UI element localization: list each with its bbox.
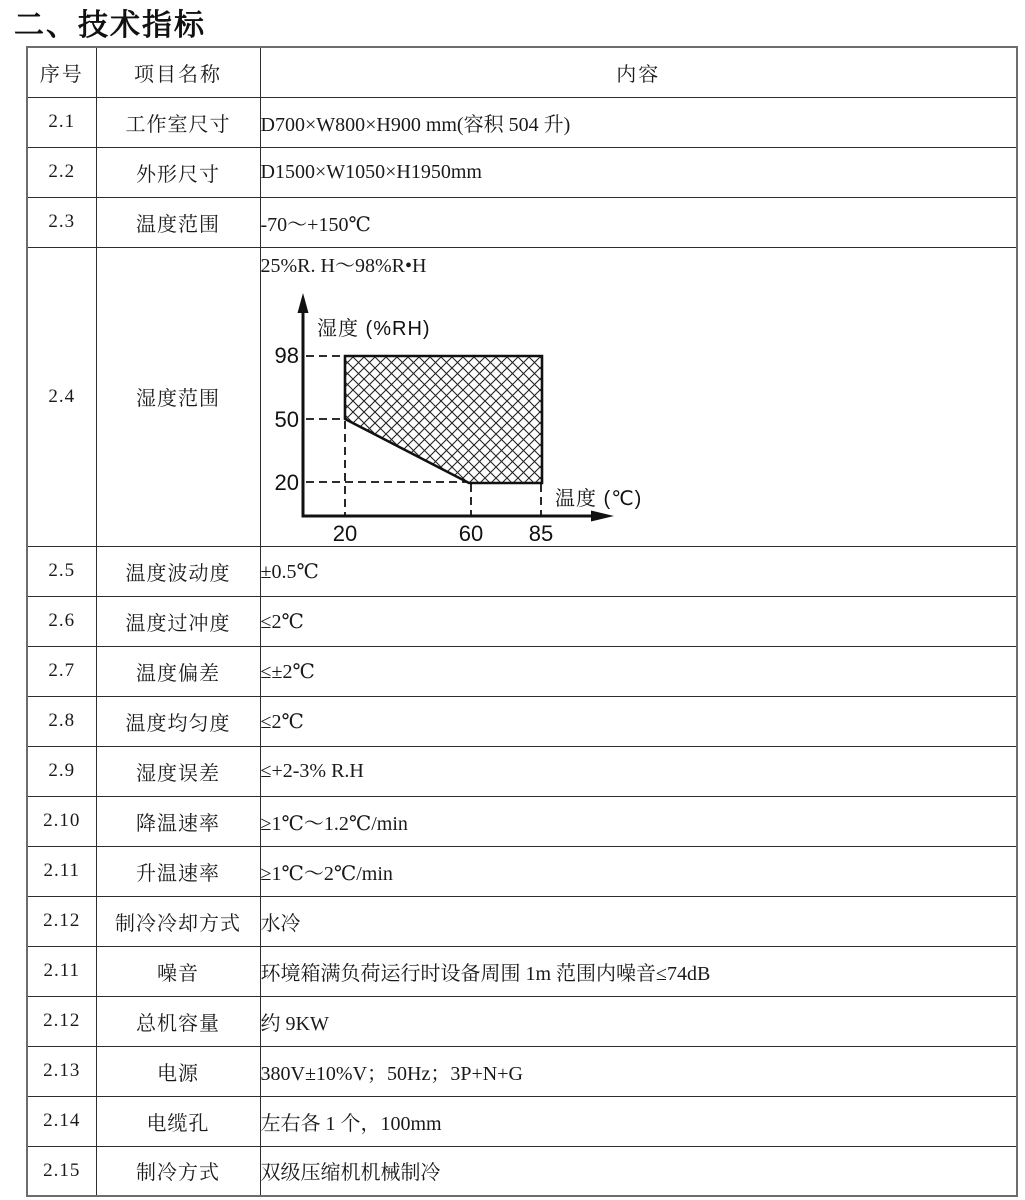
row-content-cell xyxy=(260,1146,1017,1196)
row-item-name-cell: 湿度范围 xyxy=(96,247,260,546)
x-tick-85: 85 xyxy=(528,520,553,546)
row-item-name-cell: 制冷冷却方式 xyxy=(96,896,260,946)
row-content-text: ±0.5℃ xyxy=(260,560,319,583)
row-content-text: -70～+150℃ xyxy=(260,213,371,236)
row-item-name-cell: 温度波动度 xyxy=(96,546,260,596)
row-content-text: 左右各 1 个，100mm xyxy=(260,1112,442,1135)
row-content-cell xyxy=(260,996,1017,1046)
row-number-cell: 2.7 xyxy=(27,646,96,696)
row-number-cell: 2.6 xyxy=(27,596,96,646)
row-content-text: 水冷 xyxy=(260,912,301,935)
row-content-text: ≥1℃～1.2℃/min xyxy=(260,812,408,835)
table-row xyxy=(27,896,1017,946)
row-item-name-cell: 总机容量 xyxy=(96,996,260,1046)
y-tick-20: 20 xyxy=(274,469,299,495)
row-item-name-cell: 温度范围 xyxy=(96,197,260,247)
row-number-cell: 2.13 xyxy=(27,1046,96,1096)
row-item-name-cell: 电缆孔 xyxy=(96,1096,260,1146)
row-item-name-cell: 温度过冲度 xyxy=(96,596,260,646)
row-content-cell xyxy=(260,946,1017,996)
y-tick-98: 98 xyxy=(274,342,299,368)
row-number-cell: 2.3 xyxy=(27,197,96,247)
row-content-cell xyxy=(260,1096,1017,1146)
col-header-content: 内容 xyxy=(260,47,1017,97)
row-number-cell: 2.14 xyxy=(27,1096,96,1146)
row-content-cell xyxy=(260,596,1017,646)
x-tick-60: 60 xyxy=(458,520,483,546)
row-content-cell xyxy=(260,846,1017,896)
row-content-text: 双级压缩机机械制冷 xyxy=(260,1162,441,1185)
row-item-name-cell: 降温速率 xyxy=(96,796,260,846)
table-row xyxy=(27,97,1017,147)
row-content-text: ≤2℃ xyxy=(260,610,304,633)
row-content-cell xyxy=(260,247,1017,546)
table-header-row xyxy=(27,47,1017,97)
table-row xyxy=(27,696,1017,746)
humidity-temperature-plot xyxy=(265,291,645,546)
row-content-cell xyxy=(260,147,1017,197)
row-number-cell: 2.2 xyxy=(27,147,96,197)
x-tick-20: 20 xyxy=(332,520,357,546)
row-item-name-cell: 升温速率 xyxy=(96,846,260,896)
humidity-range-chart xyxy=(265,291,1017,546)
row-content-text: 25%R. H～98%R•H xyxy=(260,254,427,277)
row-number-cell: 2.1 xyxy=(27,97,96,147)
table-row xyxy=(27,596,1017,646)
page-title: 二、技术指标 xyxy=(14,9,206,42)
table-row xyxy=(27,646,1017,696)
y-axis-title: 湿度 (%RH) xyxy=(316,317,431,340)
table-row xyxy=(27,1046,1017,1096)
row-number-cell: 2.10 xyxy=(27,796,96,846)
table-row xyxy=(27,1096,1017,1146)
row-content-cell xyxy=(260,1046,1017,1096)
row-number-cell: 2.12 xyxy=(27,896,96,946)
row-content-cell xyxy=(260,696,1017,746)
row-item-name-cell: 电源 xyxy=(96,1046,260,1096)
row-number-cell: 2.4 xyxy=(27,247,96,546)
row-number-cell: 2.12 xyxy=(27,996,96,1046)
row-content-text: D700×W800×H900 mm(容积 504 升) xyxy=(260,113,571,136)
row-number-cell: 2.11 xyxy=(27,946,96,996)
row-number-cell: 2.5 xyxy=(27,546,96,596)
operating-region-polygon xyxy=(345,356,542,483)
table-row xyxy=(27,147,1017,197)
row-number-cell: 2.11 xyxy=(27,846,96,896)
table-row xyxy=(27,1146,1017,1196)
spec-table-body xyxy=(27,97,1017,1196)
table-row xyxy=(27,197,1017,247)
row-item-name-cell: 温度均匀度 xyxy=(96,696,260,746)
row-item-name-cell: 工作室尺寸 xyxy=(96,97,260,147)
row-item-name-cell: 外形尺寸 xyxy=(96,147,260,197)
table-row xyxy=(27,796,1017,846)
row-content-cell xyxy=(260,746,1017,796)
table-row xyxy=(27,247,1017,546)
table-row xyxy=(27,946,1017,996)
row-content-cell xyxy=(260,546,1017,596)
row-content-text: ≤2℃ xyxy=(260,710,304,733)
row-content-cell xyxy=(260,796,1017,846)
col-header-no: 序号 xyxy=(27,47,96,97)
table-row xyxy=(27,996,1017,1046)
row-content-cell xyxy=(260,97,1017,147)
table-row xyxy=(27,546,1017,596)
row-content-text: ≤+2-3% R.H xyxy=(260,759,364,782)
table-row xyxy=(27,746,1017,796)
row-item-name-cell: 制冷方式 xyxy=(96,1146,260,1196)
row-item-name-cell: 湿度误差 xyxy=(96,746,260,796)
x-axis-arrow-icon xyxy=(591,510,614,521)
row-content-text: D1500×W1050×H1950mm xyxy=(260,160,482,183)
row-number-cell: 2.9 xyxy=(27,746,96,796)
row-content-text: ≥1℃～2℃/min xyxy=(260,862,393,885)
row-content-text: ≤±2℃ xyxy=(260,660,315,683)
row-content-text: 环境箱满负荷运行时设备周围 1m 范围内噪音≤74dB xyxy=(260,962,711,985)
col-header-item-name: 项目名称 xyxy=(96,47,260,97)
row-item-name-cell: 噪音 xyxy=(96,946,260,996)
row-content-cell xyxy=(260,197,1017,247)
row-content-cell xyxy=(260,896,1017,946)
row-item-name-cell: 温度偏差 xyxy=(96,646,260,696)
row-number-cell: 2.15 xyxy=(27,1146,96,1196)
y-axis-arrow-icon xyxy=(297,293,308,313)
table-row xyxy=(27,846,1017,896)
row-number-cell: 2.8 xyxy=(27,696,96,746)
y-tick-50: 50 xyxy=(274,406,299,432)
row-content-cell xyxy=(260,646,1017,696)
spec-table xyxy=(26,46,1018,1197)
row-content-text: 380V±10%V；50Hz；3P+N+G xyxy=(260,1062,523,1085)
row-content-text: 约 9KW xyxy=(260,1012,329,1035)
x-axis-title: 温度 (℃) xyxy=(554,487,642,510)
